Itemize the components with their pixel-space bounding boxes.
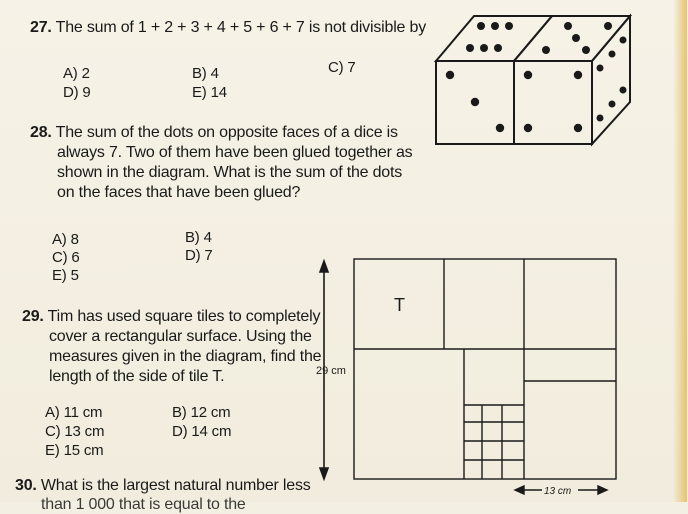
tile-t-label: T <box>394 295 405 315</box>
q28-line-2: always 7. Two of them have been glued together as <box>57 144 413 161</box>
q29-number: 29. <box>22 308 44 325</box>
q28-text-1: The sum of the dots on opposite faces of a dice is <box>55 124 398 141</box>
q27-heading <box>30 18 426 37</box>
q28-number: 28. <box>30 124 52 141</box>
q27-option-a[interactable]: A) 2 <box>63 65 90 82</box>
q30-line-1 <box>15 476 311 495</box>
q29-option-e[interactable]: E) 15 cm <box>45 442 104 459</box>
q28-option-e[interactable]: E) 5 <box>52 267 79 284</box>
q28-option-b[interactable]: B) 4 <box>185 229 212 246</box>
dice-dots <box>446 22 627 132</box>
q28-line-3: shown in the diagram. What is the sum of the dots <box>57 164 403 181</box>
q27-option-e[interactable]: E) 14 <box>192 84 227 101</box>
height-label: 29 cm <box>316 365 346 377</box>
width-label: 13 cm <box>544 486 572 497</box>
q28-option-a[interactable]: A) 8 <box>52 231 79 248</box>
q27-option-d[interactable]: D) 9 <box>63 84 91 101</box>
q27-text: The sum of 1 + 2 + 3 + 4 + 5 + 6 + 7 is not divisible by <box>55 19 426 36</box>
dice-diagram <box>428 6 688 156</box>
q27-option-b[interactable]: B) 4 <box>192 65 219 82</box>
q29-option-c[interactable]: C) 13 cm <box>45 423 105 440</box>
q29-line-3: measures given in the diagram, find the <box>49 348 322 365</box>
outer-rectangle <box>354 259 616 479</box>
q30-text-1: What is the largest natural number less <box>40 477 311 494</box>
page-edge <box>673 0 687 502</box>
q28-option-d[interactable]: D) 7 <box>185 247 213 264</box>
tiles-diagram <box>310 255 620 500</box>
q30-number: 30. <box>15 477 37 494</box>
q29-option-d[interactable]: D) 14 cm <box>172 423 232 440</box>
q29-text-1: Tim has used square tiles to completely <box>47 308 321 325</box>
tiles-grid <box>354 259 616 479</box>
q29-option-b[interactable]: B) 12 cm <box>172 404 231 421</box>
q30-line-2: than 1 000 that is equal to the <box>41 496 246 513</box>
q29-line-2: cover a rectangular surface. Using the <box>49 328 312 345</box>
q28-line-4: on the faces that have been glued? <box>57 184 301 201</box>
q29-line-4: length of the side of tile T. <box>49 368 225 385</box>
q27-option-c[interactable]: C) 7 <box>328 59 356 76</box>
q27-number: 27. <box>30 19 52 36</box>
q28-line-1 <box>30 123 398 142</box>
q29-option-a[interactable]: A) 11 cm <box>45 404 103 421</box>
die-2-side-face <box>592 16 630 144</box>
q28-option-c[interactable]: C) 6 <box>52 249 80 266</box>
q29-line-1 <box>22 307 320 326</box>
